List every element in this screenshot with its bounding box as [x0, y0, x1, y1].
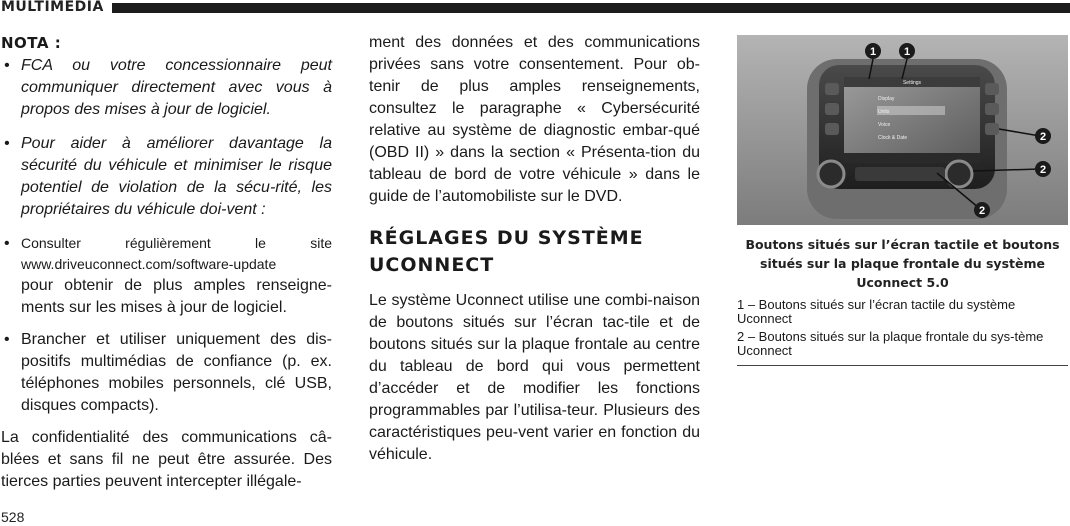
legend-item: 1 – Boutons situés sur l’écran tactile du système Uconnect [737, 297, 1016, 326]
bullet-icon: • [4, 235, 10, 252]
page-number: 528 [1, 509, 25, 525]
callout-1b: 1 [903, 46, 911, 58]
callout-2c: 2 [978, 205, 986, 217]
column-2 [369, 32, 700, 466]
uconnect-body: Le système Uconnect utilise une combi-naison de boutons situés sur l’écran tac-tile et de boutons situés sur la plaque frontale au centre du tableau de bord qui vous permettent d’accéder et de modifier les fonctions programmables par l’utilisa-teur. Plusieurs des caractéristiques peu-vent varier en fonction du véhicule. [369, 292, 700, 463]
continued-paragraph: ment des données et des communications privées sans votre consentement. Pour ob-tenir de plus amples renseignements, consultez le paragraphe « Cybersécurité relative au système de diagnostic embar-qué (OBD II) » dans la section « Présenta-tion du tableau de bord de votre véhicule » dans le guide de l’automobiliste sur le DVD. [369, 34, 700, 205]
section-heading: RÉGLAGES DU SYSTÈME UCONNECT [369, 227, 644, 276]
nota-list [1, 55, 332, 221]
column-1 [1, 32, 332, 493]
figure-caption: Boutons situés sur l’écran tactile et boutons situés sur la plaque frontale du système Uconnect 5.0 [745, 237, 1060, 290]
uconnect-photo [737, 35, 1068, 225]
dashboard-illustration [737, 35, 1068, 225]
callout-2b: 2 [1039, 164, 1047, 176]
nota-title: NOTA : [1, 34, 62, 52]
nota-item: • FCA ou votre concessionnaire peut communiquer directement avec vous à propos des mises à jour de logiciel. [4, 57, 332, 118]
bullet-icon: • [4, 331, 10, 348]
bullet-icon: • [4, 135, 10, 152]
bullet-icon: • [4, 57, 10, 74]
nota-item: • Pour aider à améliorer davantage la sécurité du véhicule et minimiser le risque potentiel de violation de la sécu-rité, les propriétaires du véhicule doi-vent : [4, 135, 332, 218]
screen-menu-item: Voice [878, 122, 891, 128]
recommendation-item: • Consulter régulièrement le site www.driveuconnect.com/software-update pour obtenir de plus amples renseigne-ments sur les mises à jour de logiciel. [4, 235, 332, 316]
screen-menu-item: Clock & Date [878, 135, 908, 141]
recommendation-list [1, 233, 332, 417]
screen-menu-item: Units [878, 109, 890, 115]
figure-legend [737, 298, 1068, 358]
section-header: MULTIMÉDIA [1, 0, 104, 15]
screen-title: Settings [902, 80, 922, 86]
legend-rule [737, 365, 1068, 366]
callout-2a: 2 [1039, 131, 1047, 143]
screen-menu-item: Display [878, 96, 895, 102]
website-link[interactable]: www.driveuconnect.com/software-update [21, 256, 277, 272]
privacy-paragraph: La confidentialité des communications câ-blées et sans fil ne peut être assurée. Des tierces parties peuvent intercepter illégale- [1, 429, 332, 490]
legend-item: 2 – Boutons situés sur la plaque frontale du sys-tème Uconnect [737, 329, 1044, 358]
callout-1a: 1 [869, 46, 877, 58]
column-3 [737, 32, 1068, 366]
recommendation-item: • Brancher et utiliser uniquement des dis-positifs multimédias de confiance (p. ex. téléphones mobiles personnels, clé USB, disques compacts). [4, 331, 332, 414]
header-rule [112, 3, 1070, 13]
